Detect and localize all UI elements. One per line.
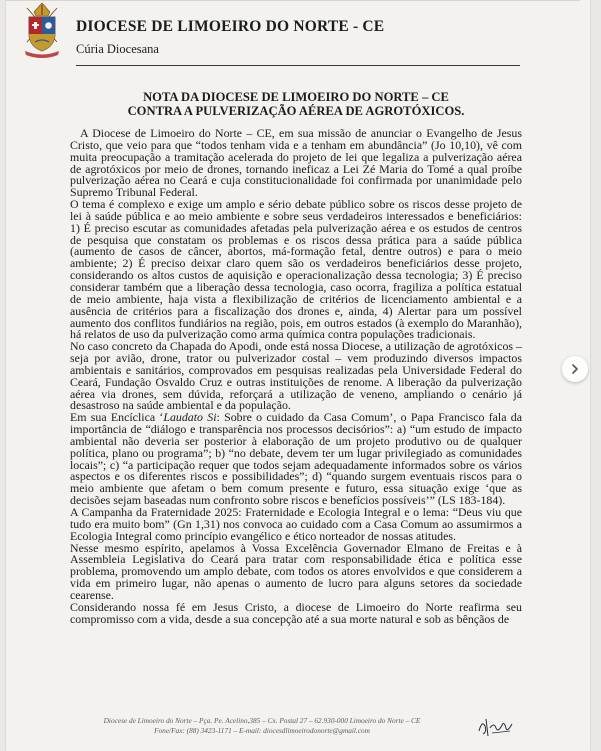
encyclical-title: Laudato Si (163, 410, 217, 425)
chevron-right-icon (569, 363, 581, 375)
diocese-title: DIOCESE DE LIMOEIRO DO NORTE - CE (76, 18, 385, 35)
note-heading-line-1: NOTA DA DIOCESE DE LIMOEIRO DO NORTE – CE (143, 90, 449, 104)
paragraph-4-rest: : Sobre o cuidado da Casa Comum’, o Papa Francisco fala da importância de “diálogo e transparência nos processos decisórios”: a) “um estudo de impacto ambiental não deveria ser posterior à elaboração de um projeto produtivo ou de qualquer política, plano ou programa”; b) “no debate, devem ter um lugar privilegiado as comunidades locais”; c) “a participação requer que todos sejam adequadamente informados sobre os vários aspectos e os diferentes riscos e possibilidades”; d) “quando surgem eventuais riscos para o meio ambiente que afetam o bem comum presente e futuro, essa situação exige ‘que as decisões sejam baseadas num confronto sobre riscos e benefícios possíveis’” (LS 183-184). (70, 410, 522, 508)
paragraph-6: Nesse mesmo espírito, apelamos à Vossa Excelência Governador Elmano de Freitas e à Assembleia Legislativa do Ceará para tratar com responsabilidade ética e política esse problema, promovendo um amplo debate, com todos os atores envolvidos e que considerem a vida em primeiro lugar, não apenas o aumento de lucro para alguns setores da sociedade cearense. (70, 540, 522, 602)
header-rule (76, 65, 520, 66)
paragraph-4 (70, 412, 522, 507)
diocese-coat-of-arms-icon (20, 2, 64, 58)
note-heading-line-2: CONTRA A PULVERIZAÇÃO AÉREA DE AGROTÓXICOS. (127, 104, 465, 118)
handwritten-signature (476, 716, 516, 738)
letterhead (20, 2, 580, 66)
footer-address (72, 716, 452, 736)
paragraph-7: Considerando nossa fé em Jesus Cristo, a diocese de Limoeiro do Norte reafirma seu compromisso com a vida, desde a sua concepção até a sua morte natural e sob as bênçãos de (70, 599, 522, 626)
note-body (70, 128, 522, 625)
next-image-button[interactable] (562, 356, 588, 382)
curia-subtitle: Cúria Diocesana (76, 42, 159, 56)
paragraph-2: O tema é complexo e exige um amplo e sério debate público sobre os riscos desse projeto de lei à saúde pública e ao meio ambiente e sobre seus verdadeiros interessados e beneficiários: 1) É preciso escutar as comunidades afetadas pela pulverização aérea e os estudos de centros de pesquisa que constatam os problemas e os riscos dessa prática para a saúde pública (aumento de casos de câncer, abortos, má-formação fetal, dentre outros) e para o meio ambiente; 2) É preciso deixar claro quem são os verdadeiros beneficiários desse projeto, considerando os altos custos de aquisição e operacionalização dessa tecnologia; 3) É preciso considerar também que a liberação dessa tecnologia, caso ocorra, fragiliza a política estatual de meio ambiente, haja vista a flexibilização de critérios de licenciamento ambiental e a ausência de critérios para a fiscalização dos drones e, ainda, 4) Alertar para um possível aumento dos conflitos fundiários na região, pois, em outros estados (à exemplo do Maranhão), há relatos de uso da pulverização como arma química contra populações tradicionais. (70, 197, 522, 342)
paragraph-5: A Campanha da Fraternidade 2025: Fraternidade e Ecologia Integral e o lema: “Deus viu que tudo era muito bom” (Gn 1,31) nos convoca ao cuidado com a Casa Comum ao assumirmos a Ecologia Integral como princípio evangélico e ético norteador de nossas atitudes. (70, 505, 522, 543)
paragraph-4-intro: Em sua Encíclica ‘ (70, 410, 164, 425)
footer-address-line: Diocese de Limoeiro do Norte – Pça. Pe. Acelino,385 – Cx. Postal 27 – 62.930-000 Limoeiro do Norte – CE (103, 716, 421, 725)
footer-contact-line: Fone/Fax: (88) 3423-1171 – E-mail: diocesdlimoeirodonorte@gmail.com (154, 726, 370, 735)
paragraph-1: A Diocese de Limoeiro do Norte – CE, em sua missão de anunciar o Evangelho de Jesus Cristo, que veio para que “todos tenham vida e a tenham em abundância” (Jo 10,10), vê com muita preocupação a tramitação acelerada do projeto de lei que legaliza a pulverização aérea de agrotóxicos por meio de drones, tornando ineficaz a Lei Zé Maria do Tomé a qual proíbe pulverização aérea no Ceará e cuja constitucionalidade foi confirmada por unanimidade pelo Supremo Tribunal Federal. (70, 126, 522, 200)
top-divider (6, 0, 580, 1)
document-page (6, 0, 590, 751)
paragraph-3: No caso concreto da Chapada do Apodi, onde está nossa Diocese, a utilização de agrotóxicos – seja por avião, drone, trator ou pulverizador costal – vem produzindo diversos impactos ambientais e sanitários, comprovados em pesquisas realizadas pela Universidade Federal do Ceará, Fundação Osvaldo Cruz e outras instituições de renome. A liberação da pulverização aérea via drones, sem dúvida, reforçará a utilização de veneno, ampliando o cenário já desastroso na saúde ambiental e da população. (70, 339, 522, 413)
